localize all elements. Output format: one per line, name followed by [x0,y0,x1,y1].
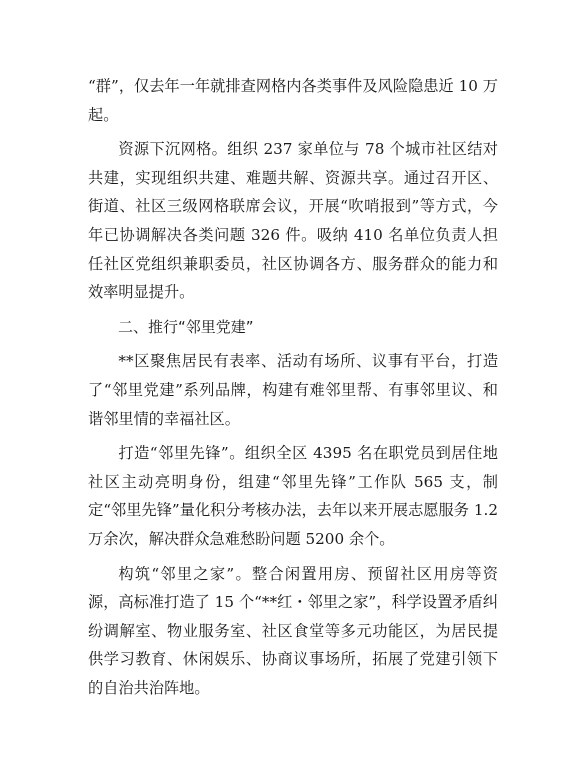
paragraph-continuation: “群”，仅去年一年就排查网格内各类事件及风险隐患近 10 万起。 [88,77,498,124]
paragraph-neighborhood-brand: **区聚焦居民有表率、活动有场所、议事有平台，打造了“邻里党建”系列品牌，构建有难邻里帮、有事邻里议、和谐邻里情的幸福社区。 [88,352,498,428]
paragraph-neighborhood-home: 构筑“邻里之家”。整合闲置用房、预留社区用房等资源，高标准打造了 15 个“**红・邻里之家”，科学设置矛盾纠纷调解室、物业服务室、社区食堂等多元功能区，为居民提供学习教育、休闲娱乐、协商议事场所，拓展了党建引领下的自治共治阵地。 [88,564,498,697]
document-body [88,72,498,708]
paragraph-neighborhood-pioneer: 打造“邻里先锋”。组织全区 4395 名在职党员到居住地社区主动亮明身份，组建“邻里先锋”工作队 565 支，制定“邻里先锋”量化积分考核办法，去年以来开展志愿服务 1.2 万余次，解决群众急难愁盼问题 5200 余个。 [88,444,498,548]
section-heading-neighborhood-party-building: 二、推行“邻里党建” [118,317,254,336]
paragraph-resources-grid: 资源下沉网格。组织 237 家单位与 78 个城市社区结对共建，实现组织共建、难题共解、资源共享。通过召开区、街道、社区三级网格联席会议，开展“吹哨报到”等方式，今年已协调解决各类问题 326 件。吸纳 410 名单位负责人担任社区党组织兼职委员，社区协调各方、服务群众的能力和效率明显提升。 [88,140,498,302]
